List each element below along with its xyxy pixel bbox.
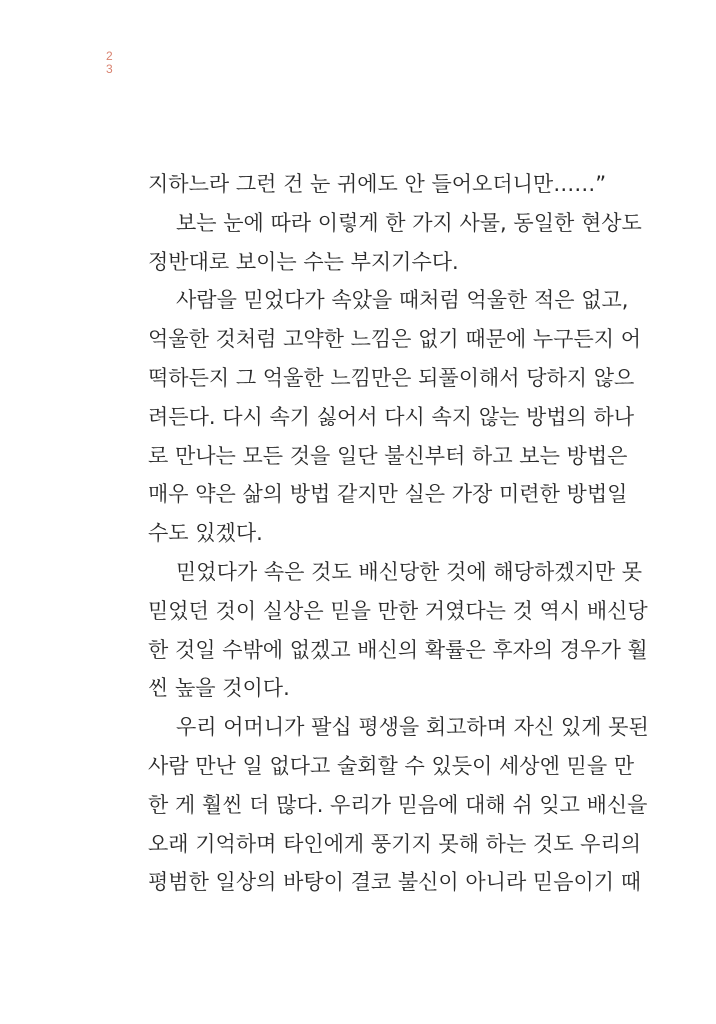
text-line: 떡하든지 그 억울한 느낌만은 되풀이해서 당하지 않으 (148, 365, 635, 390)
page-number-digit: 2 (106, 49, 113, 63)
text-line: 한 게 훨씬 더 많다. 우리가 믿음에 대해 쉬 잊고 배신을 (148, 792, 648, 817)
body-text (148, 165, 649, 902)
text-line: 억울한 것처럼 고약한 느낌은 없기 때문에 누구든지 어 (148, 327, 642, 352)
text-line: 지하느라 그런 건 눈 귀에도 안 들어오더니만……” (148, 172, 607, 196)
text-line: 사람을 믿었다가 속았을 때처럼 억울한 적은 없고, (176, 288, 629, 313)
text-line: 정반대로 보이는 수는 부지기수다. (148, 249, 459, 274)
text-line: 씬 높을 것이다. (148, 676, 290, 701)
page-number (106, 50, 113, 76)
text-line: 매우 약은 삶의 방법 같지만 실은 가장 미련한 방법일 (148, 482, 628, 507)
text-line: 평범한 일상의 바탕이 결코 불신이 아니라 믿음이기 때 (148, 870, 642, 895)
text-line: 로 만나는 모든 것을 일단 불신부터 하고 보는 방법은 (148, 443, 628, 468)
text-line: 우리 어머니가 팔십 평생을 회고하며 자신 있게 못된 (176, 715, 649, 740)
page-number-digit: 3 (106, 62, 113, 76)
text-line: 오래 기억하며 타인에게 풍기지 못해 하는 것도 우리의 (148, 831, 642, 856)
text-line: 믿었다가 속은 것도 배신당한 것에 해당하겠지만 못 (176, 559, 643, 584)
text-line: 사람 만난 일 없다고 술회할 수 있듯이 세상엔 믿을 만 (148, 753, 635, 778)
text-line: 믿었던 것이 실상은 믿을 만한 거였다는 것 역시 배신당 (148, 598, 648, 623)
text-line: 한 것일 수밖에 없겠고 배신의 확률은 후자의 경우가 훨 (148, 637, 648, 662)
text-line: 려든다. 다시 속기 싫어서 다시 속지 않는 방법의 하나 (148, 404, 635, 429)
text-line: 보는 눈에 따라 이렇게 한 가지 사물, 동일한 현상도 (176, 210, 642, 235)
text-line: 수도 있겠다. (148, 521, 263, 546)
